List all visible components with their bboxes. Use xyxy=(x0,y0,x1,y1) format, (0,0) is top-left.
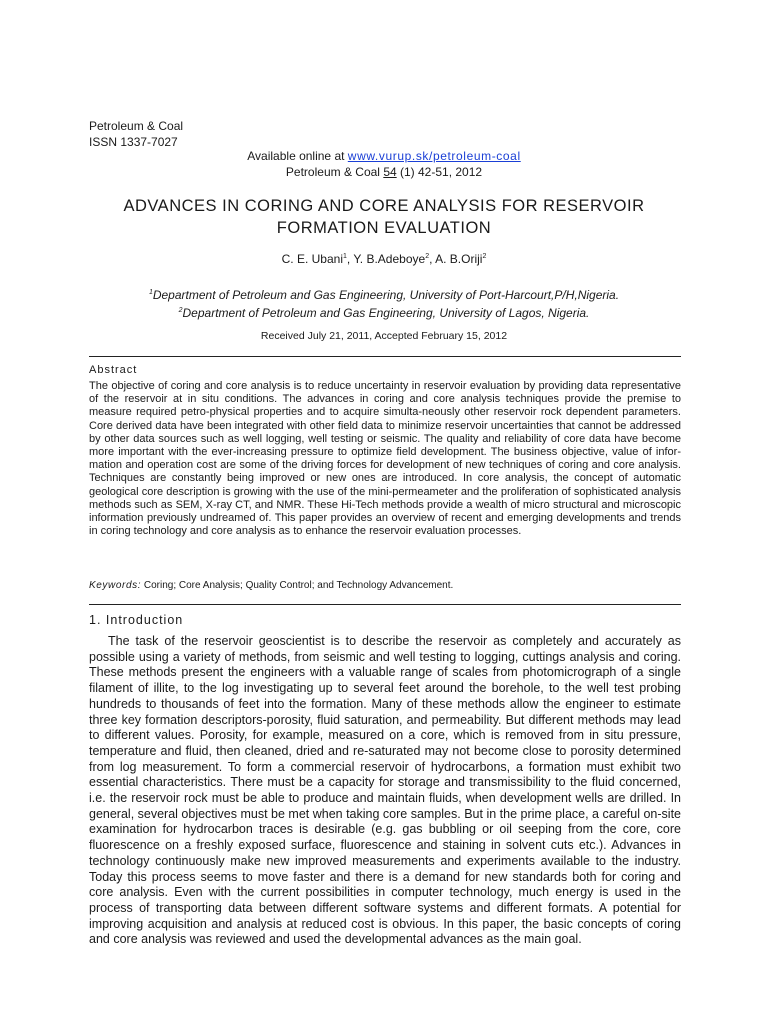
abstract-body xyxy=(89,380,681,538)
author-name: A. B.Oriji xyxy=(435,252,483,266)
author-separator: , xyxy=(346,252,354,266)
affiliation-item xyxy=(0,303,768,321)
citation-line xyxy=(0,164,768,180)
introduction-body xyxy=(89,634,681,948)
journal-issn: ISSN 1337-7027 xyxy=(89,135,178,149)
author-affiliation-mark: 2 xyxy=(425,253,430,260)
abstract-top-rule xyxy=(89,356,681,357)
keywords-line xyxy=(89,580,681,591)
abstract-bottom-rule xyxy=(89,604,681,605)
availability-block xyxy=(0,148,768,180)
affiliation-mark: 2 xyxy=(178,307,183,314)
availability-line xyxy=(0,148,768,164)
section-heading-introduction: 1. Introduction xyxy=(89,613,184,627)
author-separator: , xyxy=(429,252,436,266)
affiliation-text: Department of Petroleum and Gas Engineering, University of Port-Harcourt,P/H,Nigeria. xyxy=(152,288,620,302)
citation-suffix: (1) 42-51, 2012 xyxy=(396,165,483,179)
paper-title-line-1: ADVANCES IN CORING AND CORE ANALYSIS FOR RESERVOIR xyxy=(123,197,645,215)
keywords-text: Coring; Core Analysis; Quality Control; and Technology Advancement. xyxy=(141,580,454,591)
paper-title-line-2: FORMATION EVALUATION xyxy=(276,219,492,237)
abstract-heading: Abstract xyxy=(89,364,138,376)
author-affiliation-mark: 1 xyxy=(342,253,347,260)
keywords-label: Keywords: xyxy=(89,580,142,591)
citation-volume: 54 xyxy=(383,165,397,179)
paper-title xyxy=(60,195,708,239)
affiliation-item xyxy=(0,285,768,303)
abstract-text: The objective of coring and core analysis is to reduce uncertainty in reservoir evaluation by providing data representative of the reservoir at in situ conditions. The advances in coring and core analysis techniques provide the premise to measure required petro-physical properties and to acquire simulta-neously other reservoir rock dependent parameters. Core derived data have been integrated with other field data to minimize reservoir uncertainties that cannot be addressed by other data sources such as well logging, well testing or seismic. The quality and reliability of core data have become more important with the ever-increasing pressure to optimize field development. The business objective, value of infor-mation and operation cost are some of the driving forces for development of new techniques of coring and core analysis. Techniques are constantly being improved or new ones are introduced. In core analysis, the concept of automatic geological core description is growing with the use of the mini-permeameter and the proliferation of sophisticated analysis methods such as SEM, X-ray CT, and NMR. These Hi-Tech methods provide a wealth of micro structural and microscopic information previously undreamed of. This paper provides an overview of recent and emerging developments and trends in coring technology and core analysis as to enhance the reservoir evaluation processes. xyxy=(89,380,681,538)
affiliation-list xyxy=(0,285,768,321)
affiliation-text: Department of Petroleum and Gas Engineering, University of Lagos, Nigeria. xyxy=(182,306,590,320)
introduction-paragraph: The task of the reservoir geoscientist is to describe the reservoir as completely and accurately as possible using a variety of methods, from seismic and well testing to logging, cuttings analysis and coring. These methods present the engineers with a valuable range of scales from photomicrograph of a single filament of illite, to the log investigating up to several feet around the borehole, to the well test probing hundreds to thousands of feet into the formation. Many of these methods allow the engineer to estimate three key formation descriptors-porosity, fluid saturation, and permeability. But different methods may lead to different values. Porosity, for example, measured on a core, which is removed from in situ pressure, temperature and fluid, then cleaned, dried and re-saturated may not become close to porosity determined from log measurement. To form a commercial reservoir of hydrocarbons, a formation must exhibit two essential characteristics. There must be a capacity for storage and transmissibility to the fluid concerned, i.e. the reservoir rock must be able to produce and maintain fluids, when development wells are drilled. In general, several objectives must be met when taking core samples. But in the prime place, a careful on-site examination for hydrocarbon traces is desirable (e.g. gas bubbling or oil seeping from the core, core fluorescence on a freshly exposed surface, fluorescence and staining in solvent cuts etc.). Advances in technology continuously make new improved measurements and experiments available to the industry. Today this process seems to move faster and there is a demand for new standards both for coring and core analysis. Even with the current possibilities in computer technology, much energy is used in the process of transporting data between different software systems and different formats. A potential for improving acquisition and analysis at reduced cost is obvious. In this paper, the basic concepts of coring and core analysis was reviewed and used the developmental advances as the main goal. xyxy=(89,634,681,947)
author-list xyxy=(0,252,768,266)
author-name: C. E. Ubani xyxy=(281,252,343,266)
availability-prefix: Available online at xyxy=(247,149,348,163)
journal-name: Petroleum & Coal xyxy=(89,119,184,133)
author-affiliation-mark: 2 xyxy=(482,253,487,260)
citation-prefix: Petroleum & Coal xyxy=(285,165,384,179)
journal-url-link[interactable]: www.vurup.sk/petroleum-coal xyxy=(347,149,521,163)
journal-header xyxy=(89,118,183,150)
affiliation-mark: 1 xyxy=(148,289,153,296)
received-dates: Received July 21, 2011, Accepted February 15, 2012 xyxy=(260,330,508,342)
author-name: Y. B.Adeboye xyxy=(353,252,426,266)
